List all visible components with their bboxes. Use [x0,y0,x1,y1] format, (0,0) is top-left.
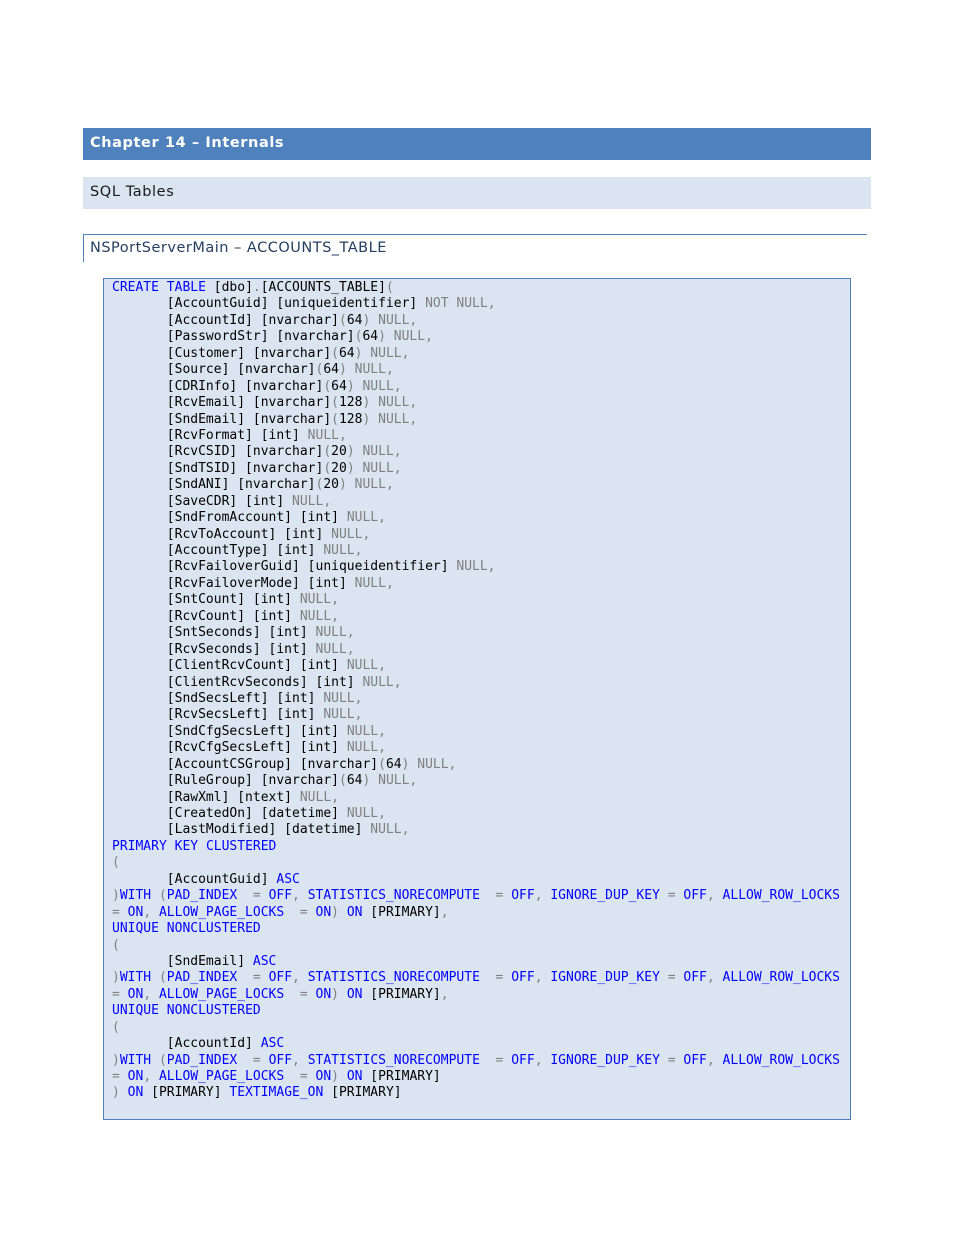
code-line [112,296,850,312]
code-token: ( [378,756,386,772]
code-token: ( [112,855,120,871]
code-token: ) [331,904,339,920]
code-token: , [143,904,152,920]
code-token: 64 [323,362,339,378]
code-line [112,1085,850,1101]
code-token: OFF [511,1052,535,1068]
code-token: NULL, [323,707,363,723]
subsection-heading: NSPortServerMain – ACCOUNTS_TABLE [83,234,867,262]
code-token: OFF [683,970,707,986]
code-line [112,954,850,970]
code-line [112,888,850,904]
code-token: NULL, [323,543,363,558]
code-token [120,905,128,920]
code-token: , [292,888,300,904]
code-token: ( [331,345,339,361]
code-line [112,757,850,773]
code-token: [RcvEmail] [nvarchar] [112,395,332,411]
code-token: NULL, [346,510,386,526]
code-line [112,855,850,871]
code-token: STATISTICS_NORECOMPUTE [307,1052,480,1068]
code-token: ( [385,280,394,295]
code-token: NULL, [456,559,496,575]
code-token: ) NULL, [338,477,394,493]
code-token [237,970,253,985]
code-line [112,576,850,592]
code-token: 64 [346,773,363,789]
code-token: [RawXml] [ntext] [112,789,300,805]
code-token: [SndANI] [nvarchar] [112,477,316,493]
code-token: NONCLUSTERED [166,921,261,937]
code-line [112,362,850,378]
code-token: NULL, [323,690,363,706]
code-token: OFF [683,1052,707,1068]
code-token: [AccountGuid] [112,871,277,887]
code-line [112,658,850,674]
code-token: ) NULL, [354,345,410,361]
code-token [284,905,300,920]
code-line [112,280,850,296]
code-token: [AccountId] [nvarchar] [112,312,339,328]
code-token: WITH [119,1052,152,1068]
code-token: [PasswordStr] [nvarchar] [112,329,355,345]
code-line [112,625,850,641]
code-token [237,1053,253,1068]
code-token [284,987,300,1002]
code-token: [ClientRcvSeconds] [int] [112,674,363,690]
code-token: [dbo] [205,280,253,295]
code-token [237,888,253,903]
code-token [151,1069,159,1084]
code-line [112,938,850,954]
code-token [480,970,496,985]
code-token [120,987,128,1002]
code-token: [SndFromAccount] [int] [112,510,347,526]
code-token: [SndCfgSecsLeft] [int] [112,723,347,739]
code-token [198,839,206,854]
code-token: [ClientRcvCount] [int] [112,658,347,674]
code-token [159,280,167,295]
code-token: ) NULL, [378,329,433,345]
code-token: ( [158,970,167,986]
code-token: ) NULL, [362,773,418,789]
code-token: [AccountGuid] [uniqueidentifier] [112,296,426,312]
code-token: 128 [338,411,363,427]
code-line [112,675,850,691]
code-token: ON [346,904,363,920]
code-token: CLUSTERED [205,838,277,854]
code-token: = [495,970,504,986]
code-token: ASC [260,1036,285,1052]
code-token [300,888,308,903]
code-line [112,806,850,822]
code-token: , [292,970,300,986]
code-token: . [252,280,261,295]
code-line [112,428,850,444]
code-token: WITH [119,888,152,904]
code-token: IGNORE_DUP_KEY [550,888,660,904]
code-token: [PRIMARY] [362,1069,441,1084]
code-token: ALLOW_ROW_LOCKS [722,1052,840,1068]
code-token: ( [338,773,347,789]
code-line [112,1053,850,1069]
code-token: ALLOW_ROW_LOCKS [722,970,840,986]
code-token: ( [331,411,339,427]
code-token: KEY [174,838,199,854]
code-token: [LastModified] [datetime] [112,822,371,838]
code-token: NULL, [315,625,355,641]
code-token: ON [315,904,332,920]
code-token: = [112,1069,120,1084]
code-line [112,987,850,1003]
code-line [112,970,850,986]
code-token: OFF [511,970,535,986]
code-token: [RcvCfgSecsLeft] [int] [112,740,347,756]
code-line [112,839,850,855]
code-line [112,510,850,526]
code-token: = [667,970,676,986]
code-line [112,527,850,543]
code-token: [SndEmail] [nvarchar] [112,411,332,427]
code-token: ALLOW_PAGE_LOCKS [158,986,285,1002]
code-token: = [252,888,261,904]
code-token: ON [346,1069,363,1084]
code-token [261,970,269,985]
code-token [151,888,159,903]
code-token: CREATE [112,280,159,295]
code-token [167,839,175,854]
code-line [112,642,850,658]
code-token: ON [127,986,144,1002]
code-token [151,905,159,920]
code-token: ON [346,986,363,1002]
code-token: ) [331,1069,339,1084]
code-token: = [495,1052,504,1068]
code-token: ) NULL, [346,378,402,394]
code-token: ON [127,904,144,920]
code-token: NULL, [299,789,339,805]
code-token: ( [338,312,347,328]
code-token: ) [112,1085,120,1101]
code-token: 128 [338,395,363,411]
code-token: ( [315,362,324,378]
code-token: ( [331,395,339,411]
code-token: ) [112,1052,120,1068]
code-line [112,609,850,625]
code-line [112,379,850,395]
code-token: ) NULL, [362,411,418,427]
code-token: NULL, [346,658,386,674]
code-token: = [299,904,308,920]
code-token: ASC [252,953,277,969]
code-line [112,740,850,756]
code-token [660,1053,668,1068]
code-line [112,395,850,411]
code-token: ( [158,888,167,904]
code-token: [PRIMARY] [362,904,441,920]
code-token: NULL, [346,723,386,739]
code-token: ( [354,329,363,345]
code-token: NULL, [346,806,386,821]
code-line [112,822,850,838]
code-token: NULL, [299,592,339,608]
code-token: NOT NULL, [425,296,496,312]
code-token: ) NULL, [401,756,457,772]
code-token [151,970,159,985]
code-token: ON [127,1069,144,1084]
code-token: NULL, [299,608,339,624]
code-token: 20 [331,460,347,476]
code-token: = [667,888,676,904]
code-token: [CDRInfo] [nvarchar] [112,378,324,394]
code-token: = [495,888,504,904]
code-token: ( [323,460,332,476]
code-token: ) NULL, [338,362,394,378]
code-token: [RcvSeconds] [int] [112,641,316,657]
code-line [112,1003,850,1019]
code-token [480,888,496,903]
code-token: ON [315,1069,332,1084]
code-token: UNIQUE [112,1003,159,1019]
code-token: NONCLUSTERED [166,1003,261,1019]
code-line [112,444,850,460]
code-token: ON [127,1085,144,1101]
code-token: 64 [338,345,355,361]
code-token: PAD_INDEX [166,1052,238,1068]
code-line [112,1020,850,1036]
code-token: 64 [385,756,402,772]
code-token: ( [323,444,332,460]
code-token: NULL, [354,575,394,591]
code-token: TABLE [166,280,206,295]
code-token: = [252,1052,261,1068]
code-token [120,1085,128,1100]
code-token: 64 [331,378,347,394]
code-token: = [112,986,120,1002]
code-token: ( [323,378,332,394]
code-token: ) [112,888,120,904]
code-token: ( [112,937,120,953]
code-token: [Customer] [nvarchar] [112,345,332,361]
code-line [112,494,850,510]
code-token: NULL, [362,674,402,690]
code-token [715,1053,723,1068]
code-token [159,1003,167,1018]
code-token: , [534,1052,543,1068]
code-token: ) NULL, [362,395,418,411]
code-token: TEXTIMAGE_ON [229,1085,324,1101]
code-token: PAD_INDEX [166,888,238,904]
code-token: [AccountType] [int] [112,543,324,558]
code-token: ) [112,970,120,986]
code-line [112,461,850,477]
code-token: ) [331,986,339,1002]
code-token: 20 [331,444,347,460]
code-token [308,905,316,920]
code-token: STATISTICS_NORECOMPUTE [307,970,480,986]
code-token: NULL, [346,740,386,756]
code-token: [Source] [nvarchar] [112,362,316,378]
code-token: [AccountId] [112,1036,261,1052]
code-token: ( [158,1052,167,1068]
code-token: [CreatedOn] [datetime] [112,806,347,821]
code-token: [RcvToAccount] [int] [112,526,332,542]
code-line [112,691,850,707]
code-token: 64 [346,312,363,328]
code-token [480,1053,496,1068]
code-token: [RcvFailoverGuid] [uniqueidentifier] [112,559,457,575]
code-token: [SntSeconds] [int] [112,625,316,641]
code-token: [RcvCount] [int] [112,608,300,624]
code-token: PRIMARY [112,838,167,854]
code-token [660,888,668,903]
code-token [308,987,316,1002]
code-token: NULL, [331,526,371,542]
code-token: [SndTSID] [nvarchar] [112,460,324,476]
code-token: ALLOW_PAGE_LOCKS [158,904,285,920]
code-token: WITH [119,970,152,986]
code-line [112,543,850,559]
code-token: [RcvFailoverMode] [int] [112,575,355,591]
code-token: OFF [683,888,707,904]
code-line [112,412,850,428]
code-token: 20 [323,477,339,493]
code-token [300,1053,308,1068]
code-token [715,970,723,985]
code-token: = [252,970,261,986]
code-token: [PRIMARY] [323,1085,402,1101]
code-token [300,970,308,985]
section-heading: SQL Tables [83,177,871,209]
code-line [112,592,850,608]
code-token: = [299,986,308,1002]
code-token [120,1069,128,1084]
code-line [112,1036,850,1052]
code-token: , [143,1069,152,1084]
code-token: , [706,1052,715,1068]
code-token: , [706,888,715,904]
code-token [715,888,723,903]
code-token: ) NULL, [346,460,402,476]
code-token [308,1069,316,1084]
code-token: [RcvCSID] [nvarchar] [112,444,324,460]
code-token: [RcvSecsLeft] [int] [112,707,324,723]
code-token: ASC [276,871,300,887]
code-line [112,707,850,723]
code-token: , [534,970,543,986]
code-line [112,1069,850,1085]
code-token: UNIQUE [112,921,159,937]
code-token [159,921,167,936]
code-token [261,1053,269,1068]
code-token [284,1069,300,1084]
code-token: [RuleGroup] [nvarchar] [112,773,339,789]
code-token: , [292,1052,300,1068]
code-token [151,987,159,1002]
code-line [112,346,850,362]
code-token: [AccountCSGroup] [nvarchar] [112,756,379,772]
code-token: [SaveCDR] [int] [112,493,293,509]
code-token: NULL, [307,427,347,443]
code-token: STATISTICS_NORECOMPUTE [307,888,480,904]
code-line [112,872,850,888]
code-token: [ACCOUNTS_TABLE] [260,280,386,295]
code-token: IGNORE_DUP_KEY [550,1052,660,1068]
code-token: NULL, [315,641,355,657]
code-token: , [440,904,449,920]
code-token: , [143,986,152,1002]
code-token: [RcvFormat] [int] [112,427,308,443]
code-token: [SndSecsLeft] [int] [112,690,324,706]
code-token [660,970,668,985]
code-line [112,905,850,921]
code-token: NULL, [370,822,410,838]
code-token: OFF [268,1052,293,1068]
code-token: [SntCount] [int] [112,592,300,608]
code-token: OFF [268,888,293,904]
code-token: [SndEmail] [112,953,253,969]
code-token: , [706,970,715,986]
code-line [112,790,850,806]
code-token [339,1069,347,1084]
code-token: ( [315,477,324,493]
chapter-heading: Chapter 14 – Internals [83,128,871,160]
code-token: ALLOW_PAGE_LOCKS [158,1069,285,1084]
code-line [112,477,850,493]
code-token [261,888,269,903]
code-line [112,329,850,345]
code-token: OFF [511,888,535,904]
code-line [112,724,850,740]
code-token: NULL, [292,493,332,509]
code-token: ) NULL, [346,444,402,460]
code-token: , [534,888,543,904]
code-token: IGNORE_DUP_KEY [550,970,660,986]
code-token: ON [315,986,332,1002]
code-line [112,313,850,329]
code-token: [PRIMARY] [362,986,441,1002]
code-token: ALLOW_ROW_LOCKS [722,888,840,904]
code-token [339,987,347,1002]
code-line [112,921,850,937]
code-token: = [299,1069,308,1084]
code-token: = [667,1052,676,1068]
code-token: ) NULL, [362,312,418,328]
code-line [112,559,850,575]
code-token [339,905,347,920]
code-line [112,773,850,789]
code-token: = [112,904,120,920]
code-token: ( [112,1019,120,1035]
code-token: PAD_INDEX [166,970,238,986]
code-token: 64 [362,329,379,345]
code-token: [PRIMARY] [143,1085,230,1101]
code-token: OFF [268,970,293,986]
code-token [151,1053,159,1068]
code-token: , [440,986,449,1002]
sql-code-block [103,278,851,1120]
